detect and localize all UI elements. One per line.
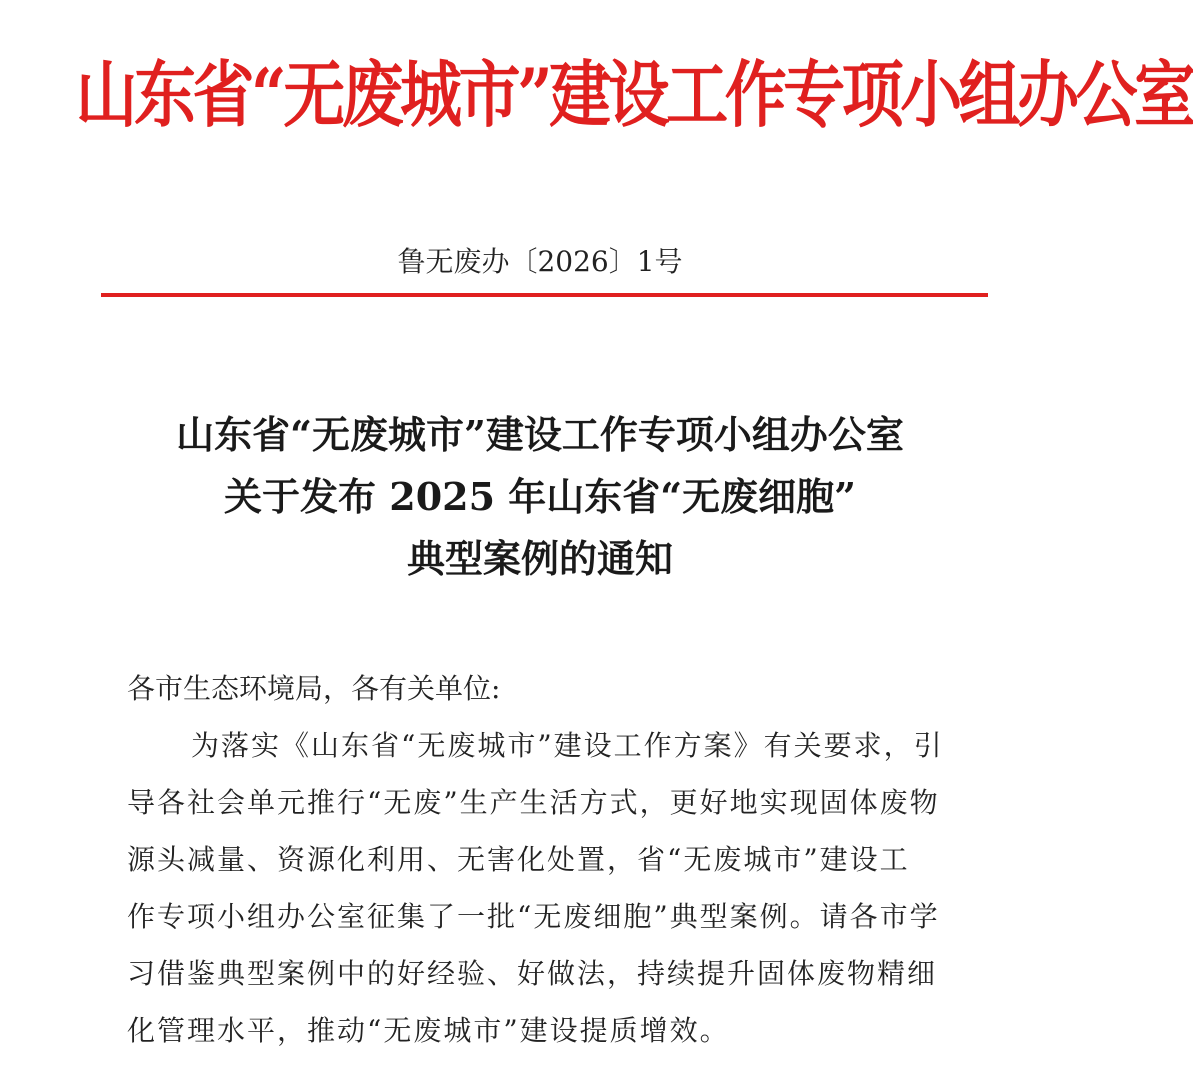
paragraph-line-1: 为落实《山东省“无废城市”建设工作方案》有关要求，引 bbox=[191, 729, 944, 762]
paragraph-line-5: 习借鉴典型案例中的好经验、好做法，持续提升固体废物精细 bbox=[127, 957, 938, 990]
paragraph-line-3: 源头减量、资源化利用、无害化处置，省“无废城市”建设工 bbox=[127, 843, 910, 876]
title-line-3: 典型案例的通知 bbox=[406, 536, 673, 581]
salutation: 各市生态环境局，各有关单位: bbox=[127, 672, 501, 705]
paragraph-line-2: 导各社会单元推行“无废”生产生活方式，更好地实现固体废物 bbox=[127, 786, 940, 819]
document-number: 鲁无废办〔2026〕1号 bbox=[397, 245, 683, 278]
paragraph-line-6: 化管理水平，推动“无废城市”建设提质增效。 bbox=[127, 1014, 730, 1047]
title-line-1: 山东省“无废城市”建设工作专项小组办公室 bbox=[176, 412, 904, 457]
paragraph-line-4: 作专项小组办公室征集了一批“无废细胞”典型案例。请各市学 bbox=[127, 900, 940, 933]
notice-body bbox=[127, 660, 967, 1059]
issuer-red-header: 山东省“无废城市”建设工作专项小组办公室 bbox=[75, 52, 1193, 137]
title-line-2: 关于发布 2025 年山东省“无废细胞” bbox=[224, 474, 856, 519]
red-divider-line bbox=[101, 293, 988, 297]
notice-title bbox=[0, 404, 1080, 590]
